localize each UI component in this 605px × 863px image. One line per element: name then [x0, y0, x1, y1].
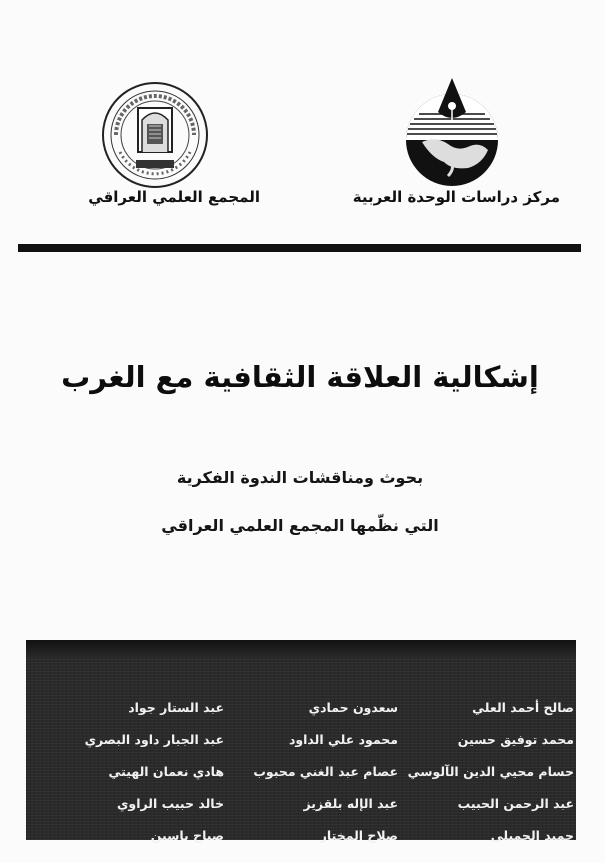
pen-nib-globe-logo: [392, 72, 512, 190]
author-name: صباح ياسين: [150, 828, 224, 843]
authors-column-1: [404, 696, 574, 856]
author-name: عبد الجبار داود البصري: [84, 732, 224, 747]
divider-bar: [18, 244, 581, 252]
author-name: عصام عبد الغني محبوب: [253, 764, 398, 779]
authors-panel: [26, 640, 576, 843]
author-name: عبد الستار جواد: [128, 700, 224, 715]
author-name: حسام محيي الدين الآلوسي: [407, 764, 574, 779]
academy-seal-logo: [100, 80, 210, 190]
author-name: عبد الإله بلقزيز: [303, 796, 398, 811]
book-subtitle-organizer: التي نظّمها المجمع العلمي العراقي: [161, 516, 439, 535]
publisher-name-left: المجمع العلمي العراقي: [88, 188, 260, 206]
author-name: خالد حبيب الراوي: [116, 796, 224, 811]
author-name: محمود علي الداود: [288, 732, 398, 747]
publisher-name-right: مركز دراسات الوحدة العربية: [352, 188, 560, 206]
author-name: عبد الرحمن الحبيب: [457, 796, 574, 811]
author-name: صلاح المختار: [319, 828, 398, 843]
author-name: هادي نعمان الهيتي: [108, 764, 224, 779]
author-name: سعدون حمادي: [308, 700, 398, 715]
author-name: محمد توفيق حسين: [457, 732, 574, 747]
book-subtitle: بحوث ومناقشات الندوة الفكرية: [176, 468, 424, 487]
author-name: صالح أحمد العلي: [472, 700, 574, 715]
author-name: حميد الجميلي: [490, 828, 574, 843]
book-title: إشكالية العلاقة الثقافية مع الغرب: [61, 360, 539, 394]
authors-column-2: [228, 696, 398, 856]
authors-column-3: [54, 696, 224, 856]
